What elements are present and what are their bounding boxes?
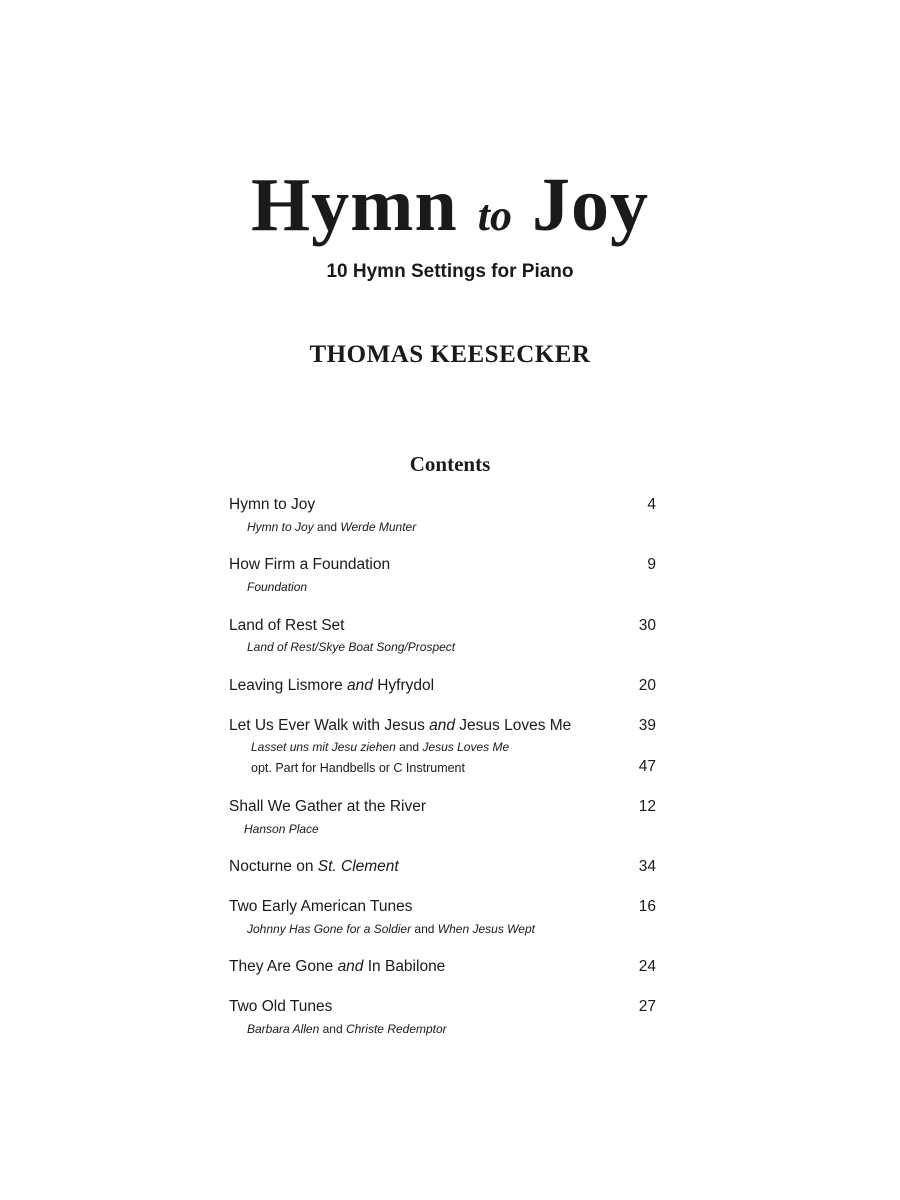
toc-entry-subtitle: Hymn to Joy and Werde Munter bbox=[247, 520, 417, 534]
toc-entry-page: 16 bbox=[638, 898, 656, 915]
toc-entry-extra bbox=[229, 758, 656, 778]
toc-entry bbox=[229, 715, 656, 737]
toc-entry-extra-page: 47 bbox=[638, 758, 656, 775]
toc-entry-title: They Are Gone and In Babilone bbox=[229, 958, 446, 975]
title-word-joy: Joy bbox=[531, 163, 649, 247]
toc-entry bbox=[229, 796, 656, 818]
toc-entry-subtitle: Land of Rest/Skye Boat Song/Prospect bbox=[247, 640, 456, 654]
author-name: THOMAS KEESECKER bbox=[309, 341, 591, 368]
toc-entry-title: Two Old Tunes bbox=[229, 998, 333, 1015]
toc-entry bbox=[229, 494, 656, 516]
toc-entry-title: Land of Rest Set bbox=[229, 617, 345, 634]
toc-entry-page: 20 bbox=[638, 677, 656, 694]
toc-entry-title: Shall We Gather at the River bbox=[229, 798, 426, 815]
toc-entry-page: 27 bbox=[638, 998, 656, 1015]
toc-entry bbox=[229, 856, 656, 878]
toc-entry bbox=[229, 615, 656, 637]
toc-entry bbox=[229, 896, 656, 918]
toc-entry-subtitle: Johnny Has Gone for a Soldier and When Jesus Wept bbox=[247, 922, 535, 936]
toc-entry-page: 24 bbox=[638, 958, 656, 975]
toc-entry-title: Leaving Lismore and Hyfrydol bbox=[229, 677, 435, 694]
contents-heading: Contents bbox=[409, 452, 491, 476]
book-subtitle: 10 Hymn Settings for Piano bbox=[326, 261, 574, 282]
toc-entry-extra-label: opt. Part for Handbells or C Instrument bbox=[251, 761, 465, 775]
toc-entry bbox=[229, 554, 656, 576]
toc-entry-title: How Firm a Foundation bbox=[229, 556, 391, 573]
toc-entry-title: Nocturne on St. Clement bbox=[229, 858, 399, 875]
toc-entry-subtitle: Lasset uns mit Jesu ziehen and Jesus Loves Me bbox=[251, 740, 510, 754]
title-word-to: to bbox=[477, 191, 512, 240]
toc-entry-page: 30 bbox=[638, 617, 656, 634]
toc-entry bbox=[229, 675, 656, 697]
toc-entry-page: 4 bbox=[647, 496, 656, 513]
toc-entry bbox=[229, 956, 656, 978]
toc-entry-title: Two Early American Tunes bbox=[229, 898, 413, 915]
toc-entry-page: 12 bbox=[638, 798, 656, 815]
toc-entry-page: 34 bbox=[638, 858, 656, 875]
toc-entry-page: 9 bbox=[647, 556, 656, 573]
toc-entry-subtitle: Hanson Place bbox=[244, 822, 319, 836]
book-title bbox=[0, 160, 900, 261]
toc-entry-subtitle: Foundation bbox=[247, 580, 308, 594]
toc-entry-title: Let Us Ever Walk with Jesus and Jesus Loves Me bbox=[229, 717, 572, 734]
toc-entry bbox=[229, 996, 656, 1018]
toc-entry-page: 39 bbox=[638, 717, 656, 734]
title-word-hymn: Hymn bbox=[251, 163, 458, 247]
toc-entry-subtitle: Barbara Allen and Christe Redemptor bbox=[247, 1022, 447, 1036]
toc-entry-title: Hymn to Joy bbox=[229, 496, 316, 513]
